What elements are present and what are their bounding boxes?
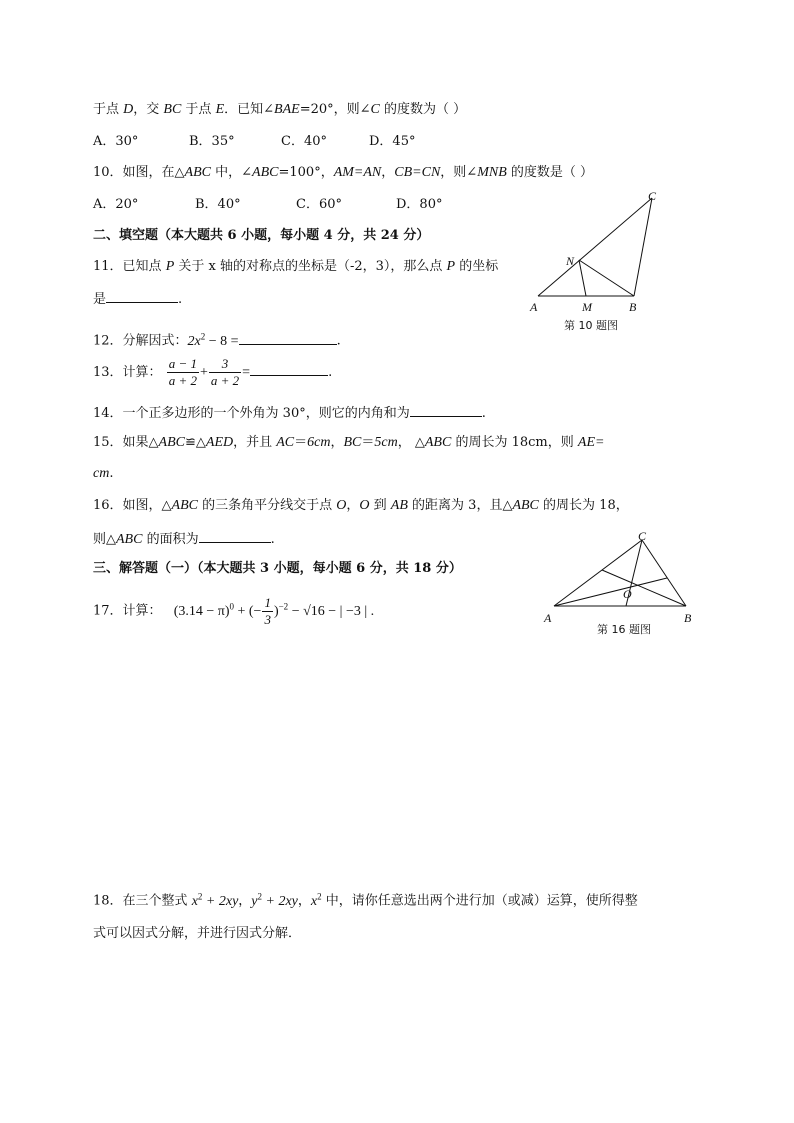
fig16-label-b: B	[684, 611, 692, 625]
q13-text: 13．计算： $\frac{a - 1}{a + 2}$ + $\frac{3}{a + 2}$ = .	[93, 356, 333, 388]
fig16-bisector-a	[554, 578, 667, 606]
fig10-label-n: N	[566, 254, 575, 268]
q16-answer-line: 则△ABC 的面积为 .	[93, 529, 275, 549]
q9-options	[93, 133, 415, 151]
fig10-label-c: C	[648, 189, 657, 203]
q16-text: 16．如图，△ABC 的三条角平分线交于点 O，O 到 AB 的距离为 3，且△ABC 的周长为 18，	[93, 498, 629, 513]
q9-text: 于点 D，交 BC 于点 E．已知∠BAE=20°，则∠C 的度数为（ ）	[93, 102, 467, 117]
q9-option-c: C．40°	[281, 134, 327, 149]
fig10-segment-nm	[579, 260, 586, 296]
q9-option-b: B．35°	[189, 134, 235, 149]
fig16-label-c: C	[638, 529, 647, 543]
fig16-caption: 第 16 题图	[597, 623, 651, 636]
q13-blank[interactable]	[250, 362, 328, 376]
fig16-label-o: O	[623, 587, 632, 601]
figure-10	[524, 186, 674, 336]
q10-option-d: D．80°	[396, 197, 443, 212]
fig10-segment-ac	[538, 198, 652, 296]
section-3-heading: 三、解答题（一）（本大题共 3 小题，每小题 6 分，共 18 分）	[93, 561, 462, 576]
q11-answer-line: 是 .	[93, 289, 182, 309]
q12-text: 12．分解因式：$2x^2 - 8$ = .	[93, 331, 341, 349]
q9-option-a: A．30°	[93, 134, 139, 149]
fig16-label-a: A	[544, 611, 552, 625]
fig10-label-a: A	[530, 300, 538, 314]
section-2-heading: 二、填空题（本大题共 6 小题，每小题 4 分，共 24 分）	[93, 228, 430, 243]
q18-line-2: 式可以因式分解，并进行因式分解．	[93, 926, 302, 941]
q14-blank[interactable]	[410, 403, 482, 417]
q10-option-c: C．60°	[296, 197, 342, 212]
q10-option-b: B．40°	[195, 197, 241, 212]
q10-options	[93, 196, 442, 214]
q13-fraction-1: $\frac{a - 1}{a + 2}$	[168, 356, 197, 388]
q11-blank[interactable]	[106, 289, 178, 303]
q15-line-2: cm.	[93, 466, 114, 481]
figure-16	[540, 528, 705, 643]
q18-text: 18．在三个整式 $x^2 + 2xy$，$y^2 + 2xy$，$x^2$ 中，请你任意选出两个进行加（或减）运算，使所得整	[93, 891, 638, 909]
q10-option-a: A．20°	[93, 197, 139, 212]
q11-text: 11．已知点 P 关于 x 轴的对称点的坐标是（-2，3），那么点 P 的坐标	[93, 259, 499, 274]
q13-fraction-2: $\frac{3}{a + 2}$	[210, 356, 240, 388]
q17-text: 17．计算： $(3.14 - \pi)^0$ + (− $\frac{1}{3}$ )$^{-2}$ − √16 − | −3 | .	[93, 594, 375, 627]
fig10-label-m: M	[582, 300, 592, 314]
fig10-label-b: B	[629, 300, 637, 314]
q10-text: 10．如图，在△ABC 中，∠ABC=100°，AM=AN，CB=CN，则∠MNB 的度数是（ ）	[93, 165, 594, 180]
q15-text: 15．如果△ABC≌△AED，并且 AC＝6cm，BC＝5cm， △ABC 的周长为 18cm，则 AE=	[93, 435, 605, 450]
fig10-caption: 第 10 题图	[564, 319, 618, 332]
fig10-segment-bc	[634, 198, 652, 296]
q17-fraction: $\frac{1}{3}$	[264, 594, 271, 627]
q12-blank[interactable]	[239, 331, 337, 345]
q14-text: 14．一个正多边形的一个外角为 30°，则它的内角和为 .	[93, 403, 486, 423]
fig10-segment-nb	[579, 260, 634, 296]
q16-blank[interactable]	[199, 529, 271, 543]
q9-option-d: D．45°	[369, 134, 416, 149]
